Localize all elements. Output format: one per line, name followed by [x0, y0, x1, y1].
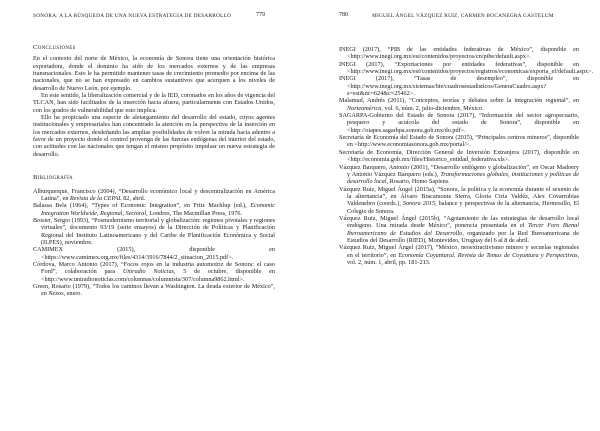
section-title-bibliografia: Bibliografía	[33, 174, 73, 182]
reference-entry	[339, 186, 579, 215]
reference-title: Uniradio Noticias	[122, 268, 174, 276]
reference-entry	[339, 149, 579, 164]
reference-entry	[339, 244, 579, 266]
reference-text: , balance y perspectivas de la alternancia, Hermosillo, El Colegio de Sonora.	[347, 200, 579, 215]
reference-text: Vázquez Ruiz, Miguel Ángel (2015a), “Sonora, la política y la economía durante el sexenio de la alternancia”, en Álvaro Bracamonte Sierra, Gloria Ciria Valdéz, Alex Covarrubias Valdenebro (coords.),	[339, 185, 579, 208]
reference-list-right	[339, 46, 594, 266]
reference-entry	[339, 97, 579, 112]
reference-entry	[339, 112, 579, 134]
reference-entry	[33, 217, 275, 246]
right-text-block	[339, 46, 594, 266]
left-text-block	[33, 44, 275, 298]
reference-text: , Rosario, Homo Sapiens.	[386, 178, 450, 186]
reference-title: Economía Coyuntural. Revista de Temas de Coyuntura y Perspectivas	[398, 251, 578, 259]
reference-text: Secretaría de Economía, Dirección General de Inversión Extranjera (2017), disponible en <http://economia.gob.mx/files/Historico_entidad_federativa.xls>.	[339, 148, 579, 164]
reference-text: , 5 de octubre, disponible en <http://www.uniradionoticias.com/columnas/columnista/307/columna9862.html>.	[41, 268, 275, 283]
reference-entry	[33, 202, 275, 217]
reference-text: Malamud, Andrés (2011), “Conceptos, teorías y debates sobre la integración regional”, en	[339, 97, 579, 105]
reference-text: Boisier, Sergio (1993), “Posmodernismo territorial y globalización: regiones pivotales y regiones virtuales”, documento 93/19 (serie ensayos) de la Dirección de Políticas y Planificación Regional del Instituto Latinoamericano y del Caribe de Planificación Económica y Social (ILPES), noviembre.	[33, 216, 275, 246]
reference-title: Revista de la CEPAL	[70, 194, 122, 202]
reference-text: Vázquez Barquero, Antonio (2001), “Desarrollo endógeno y globalización”, en Oscar Madoery y Antonio Vázquez Barquero (eds.),	[339, 163, 579, 178]
paragraph: En el contexto del norte de México, la economía de Sonora tiene una orientación histórica exportadora, donde el dominio ha sido de los mercados externos y de las empresas transnacionales. Esto le ha permitido mantener tasas de crecimiento promedio por encima de las nacionales, que no se han expresado en cambios sustantivos que acerquen a los niveles de desarrollo de Nuevo León, por ejemplo.	[33, 55, 275, 92]
right-page	[300, 0, 600, 431]
section-title-conclusiones: Conclusiones	[33, 44, 76, 51]
page-number-left: 779	[256, 12, 265, 18]
reference-title: Nexos	[48, 290, 64, 298]
paragraph: En este sentido, la liberalización comercial y de la IED, coronados en los años de vigencia del TLCAN, han sido facilitados de la inserción hacia afuera, particularmente con Estados Unidos, con los grados de vulnerabilidad que esto implica.	[33, 92, 275, 114]
running-head-left: SONORA: A LA BÚSQUEDA DE UNA NUEVA ESTRATEGIA DE DESARROLLO	[33, 13, 232, 19]
reference-text: Córdova, Marco Antonio (2017), “Focos rojos en la industria automotriz de Sonora: el caso Ford”, colaboración para	[33, 260, 275, 276]
page-number-right: 780	[339, 12, 348, 18]
reference-entry	[339, 46, 579, 61]
reference-text: , organizado por la Red Iberoamericana de Estudios del Desarrollo (RIED), Montevideo, Uruguay del 6 al 8 de abril.	[347, 229, 579, 244]
reference-text: CAMIMEX (2015), disponible en <https://www.camimex.org.mx/files/4314/3916/7844/2_situacion_2015.pdf>.	[33, 246, 275, 261]
reference-title: Norteamérica	[347, 104, 382, 112]
reference-text: INEGI (2017), “PIB de las entidades federativas de México”, disponible en <http://www.inegi.org.mx/est/contenidos/proyectos/cn/pibe/default.aspx>.	[339, 46, 579, 61]
running-head-right: MIGUEL ÁNGEL VÁZQUEZ RUIZ, CARMEN BOCANEGRA GASTELUM	[372, 13, 554, 19]
reference-text: , Londres, The Macmillan Press, 1976.	[146, 209, 243, 217]
reference-entry	[339, 75, 579, 97]
reference-text: Vázquez Ruiz, Miguel Ángel (2015b), “Agotamiento de las estrategias de desarrollo local endógeno. Una mirada desde México”, ponencia presentada en el	[339, 214, 579, 230]
reference-entry	[33, 246, 275, 261]
reference-text: , vol. 6, núm. 2, julio-diciembre, México.	[381, 104, 484, 112]
reference-title: Tercer Foro Bienal Iberoamericano de Estudios del Desarrollo	[347, 222, 579, 237]
reference-text: Alburquerque, Francisco (2004), “Desarrollo económico local y descentralización en América Latina”, en	[33, 187, 275, 202]
reference-text: , vol. 2, núm. 1, abril, pp. 181-213.	[347, 251, 579, 266]
reference-list-left	[33, 188, 275, 298]
reference-text: SAGARPA-Gobierno del Estado de Sonora (2017), “Información del sector agropecuario, pesquero y acuícola del estado de Sonora”, disponible en <http://oiapes.sagarhpa.sonora.gob.mx/do.pdf>.	[339, 112, 579, 134]
reference-text: Vázquez Ruiz, Miguel Ángel (2017), “México, neoextractivismo minero y secuelas regionales en el territorio”, en	[339, 244, 579, 259]
reference-text: , enero.	[63, 290, 82, 298]
reference-title: Transformaciones globales, instituciones y políticas de desarrollo local	[347, 170, 579, 186]
reference-title: Economic Integration Worldwide, Regional, Sectoral	[41, 202, 275, 217]
reference-text: 82, abril.	[121, 194, 146, 202]
paragraph: Ello ha propiciado una especie de aletargamiento del desarrollo del estado, cuyos agentes institucionales y empresariales han concentrado la atención en la perspectiva de la inserción en los mercados externos, desdeñando las amplias posibilidades de volver la mirada hacia adentro a favor de un proyecto donde el control provenga de las fuerzas endógenas del interior del estado, con actitudes con las nacionales que tengan el mismo propósito impulsar un nueva estrategia de desarrollo.	[33, 114, 275, 158]
reference-entry	[339, 164, 579, 186]
reference-title: Sonora 2015	[402, 200, 436, 208]
reference-entry	[339, 60, 594, 76]
reference-entry	[33, 188, 275, 203]
reference-entry	[339, 134, 579, 149]
reference-text: Secretaría de Economía del Estado de Sonora (2015), “Principales centros mineros”, disponible en <http://www.economiasonora.gob.mx/portal/>.	[339, 134, 579, 149]
reference-text: INEGI (2017), “Exportaciones por entidades federativas”, disponible en <http://www.inegi.org.mx/est/contenidos/proyectos/registros/economicas/exporta_ef/default.aspx>.	[339, 60, 594, 76]
reference-text: INEGI (2017), “Tasas de desempleo”, disponible en <http://www.inegi.org.mx/sistemas/bie/cuadrosestadisticos/GeneraCuadro.aspx?s=est&nc=624&c=25462>.	[339, 75, 579, 98]
reference-entry	[33, 283, 275, 298]
reference-text: Balassa Bela (1964), “Types of Economic Integration”, en Fritz Machlup (ed.),	[33, 202, 251, 210]
reference-text: Green, Rosario (1979), “Todos los caminos llevan a Washington. La deuda exterior de México”, en	[33, 282, 275, 298]
reference-entry	[339, 215, 579, 244]
reference-entry	[33, 261, 275, 283]
